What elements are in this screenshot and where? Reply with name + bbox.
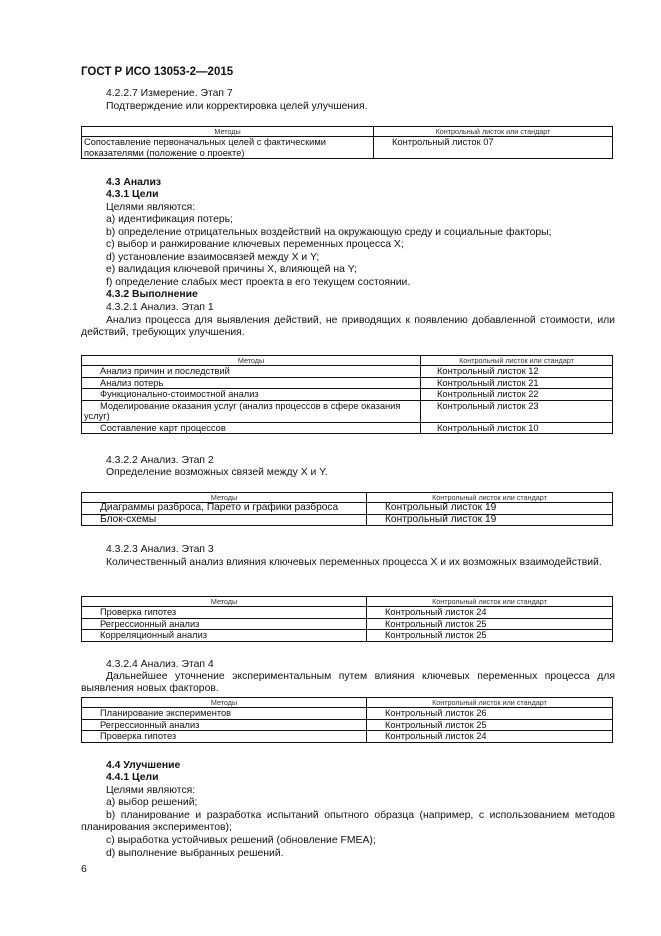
- section-description: Дальнейшее уточнение экспериментальным путем влияния ключевых переменных процесса для выявления новых факторов.: [81, 671, 615, 695]
- list-item: c) выработка устойчивых решений (обновление FMEA);: [106, 835, 376, 846]
- checklist-cell: Контрольный листок 25: [367, 719, 613, 731]
- section-description: Анализ процесса для выявления действий, не приводящих к появлению добавленной стоимости, или действий, требующих улучшения.: [81, 315, 615, 339]
- table-row: [82, 630, 613, 642]
- list-item: d) выполнение выбранных решений.: [106, 848, 284, 859]
- page-number: 6: [81, 864, 87, 875]
- checklist-cell: Контрольный листок 25: [367, 630, 613, 642]
- subsection-heading: 4.3.1 Цели: [106, 189, 159, 200]
- list-item: c) выбор и ранжирование ключевых переменных процесса X;: [106, 239, 404, 250]
- list-item: b) определение отрицательных воздействий на окружающую среду и социальные факторы;: [106, 227, 552, 238]
- method-cell: Проверка гипотез: [82, 607, 367, 619]
- method-cell: Регрессионный анализ: [82, 719, 367, 731]
- method-cell: Регрессионный анализ: [82, 618, 367, 630]
- column-header-methods: Методы: [82, 597, 367, 607]
- column-header-checklist: Контрольный листок или стандарт: [367, 597, 613, 607]
- checklist-cell: Контрольный листок 25: [367, 618, 613, 630]
- table-row: [82, 607, 613, 619]
- table-row: [82, 377, 613, 389]
- checklist-cell: Контрольный листок 26: [367, 708, 613, 720]
- column-header-checklist: Контрольный листок или стандарт: [374, 127, 613, 137]
- section-description: Определение возможных связей между X и Y.: [106, 467, 328, 478]
- method-cell: Сопоставление первоначальных целей с фактическими показателями (положение о проекте): [82, 137, 374, 159]
- method-cell: Функционально-стоимостной анализ: [82, 389, 421, 401]
- method-cell: Моделирование оказания услуг (анализ процессов в сфере оказания услуг): [82, 400, 421, 422]
- section-description: Подтверждение или корректировка целей улучшения.: [106, 101, 368, 112]
- section-title: 4.3.2.4 Анализ. Этап 4: [106, 659, 214, 670]
- method-cell: Диаграммы разброса, Парето и графики разброса: [82, 503, 367, 515]
- list-item: d) установление взаимосвязей между X и Y;: [106, 252, 320, 263]
- section-title: 4.3.2.2 Анализ. Этап 2: [106, 455, 214, 466]
- method-cell: Анализ потерь: [82, 377, 421, 389]
- checklist-cell: Контрольный листок 07: [374, 137, 613, 159]
- column-header-checklist: Контрольный листок или стандарт: [367, 698, 613, 708]
- column-header-methods: Методы: [82, 127, 374, 137]
- section-description: Количественный анализ влияния ключевых переменных процесса X и их возможных взаимодействий.: [106, 557, 602, 568]
- subsection-heading: 4.4.1 Цели: [106, 772, 159, 783]
- table-row: [82, 422, 613, 434]
- section-heading: 4.3 Анализ: [106, 177, 162, 188]
- subsection-heading: 4.3.2 Выполнение: [106, 289, 198, 300]
- methods-table-3: [81, 492, 613, 526]
- checklist-cell: Контрольный листок 24: [367, 731, 613, 743]
- list-item: f) определение слабых мест проекта в его текущем состоянии.: [106, 277, 411, 288]
- method-cell: Блок-схемы: [82, 514, 367, 526]
- checklist-cell: Контрольный листок 10: [421, 422, 613, 434]
- checklist-cell: Контрольный листок 19: [367, 503, 613, 515]
- section-title: 4.2.2.7 Измерение. Этап 7: [106, 88, 233, 99]
- checklist-cell: Контрольный листок 21: [421, 377, 613, 389]
- list-item: a) идентификация потерь;: [106, 214, 233, 225]
- methods-table-2: [81, 355, 613, 434]
- checklist-cell: Контрольный листок 24: [367, 607, 613, 619]
- column-header-methods: Методы: [82, 493, 367, 503]
- table-row: [82, 731, 613, 743]
- checklist-cell: Контрольный листок 22: [421, 389, 613, 401]
- table-row: [82, 366, 613, 378]
- column-header-methods: Методы: [82, 356, 421, 366]
- column-header-checklist: Контрольный листок или стандарт: [421, 356, 613, 366]
- method-cell: Корреляционный анализ: [82, 630, 367, 642]
- checklist-cell: Контрольный листок 19: [367, 514, 613, 526]
- method-cell: Составление карт процессов: [82, 422, 421, 434]
- checklist-cell: Контрольный листок 23: [421, 400, 613, 422]
- table-row: [82, 719, 613, 731]
- table-row: [82, 514, 613, 526]
- table-row: [82, 618, 613, 630]
- method-cell: Планирование экспериментов: [82, 708, 367, 720]
- section-heading: 4.4 Улучшение: [106, 760, 181, 771]
- checklist-cell: Контрольный листок 12: [421, 366, 613, 378]
- table-row: [82, 400, 613, 422]
- section-title: 4.3.2.3 Анализ. Этап 3: [106, 544, 214, 555]
- table-row: [82, 503, 613, 515]
- methods-table-4: [81, 596, 613, 642]
- table-row: [82, 137, 613, 159]
- methods-table-1: [81, 126, 613, 159]
- column-header-methods: Методы: [82, 698, 367, 708]
- method-cell: Анализ причин и последствий: [82, 366, 421, 378]
- document-header: ГОСТ Р ИСО 13053-2—2015: [81, 66, 234, 78]
- table-row: [82, 389, 613, 401]
- goals-intro: Целями являются:: [106, 202, 196, 213]
- goals-intro: Целями являются:: [106, 785, 196, 796]
- table-row: [82, 708, 613, 720]
- methods-table-5: [81, 697, 613, 743]
- column-header-checklist: Контрольный листок или стандарт: [367, 493, 613, 503]
- method-cell: Проверка гипотез: [82, 731, 367, 743]
- list-item: e) валидация ключевой причины X, влияющей на Y;: [106, 264, 357, 275]
- list-item: b) планирование и разработка испытаний опытного образца (например, с использованием методов планирования экспериментов);: [81, 810, 615, 834]
- section-title: 4.3.2.1 Анализ. Этап 1: [106, 302, 214, 313]
- list-item: a) выбор решений;: [106, 797, 198, 808]
